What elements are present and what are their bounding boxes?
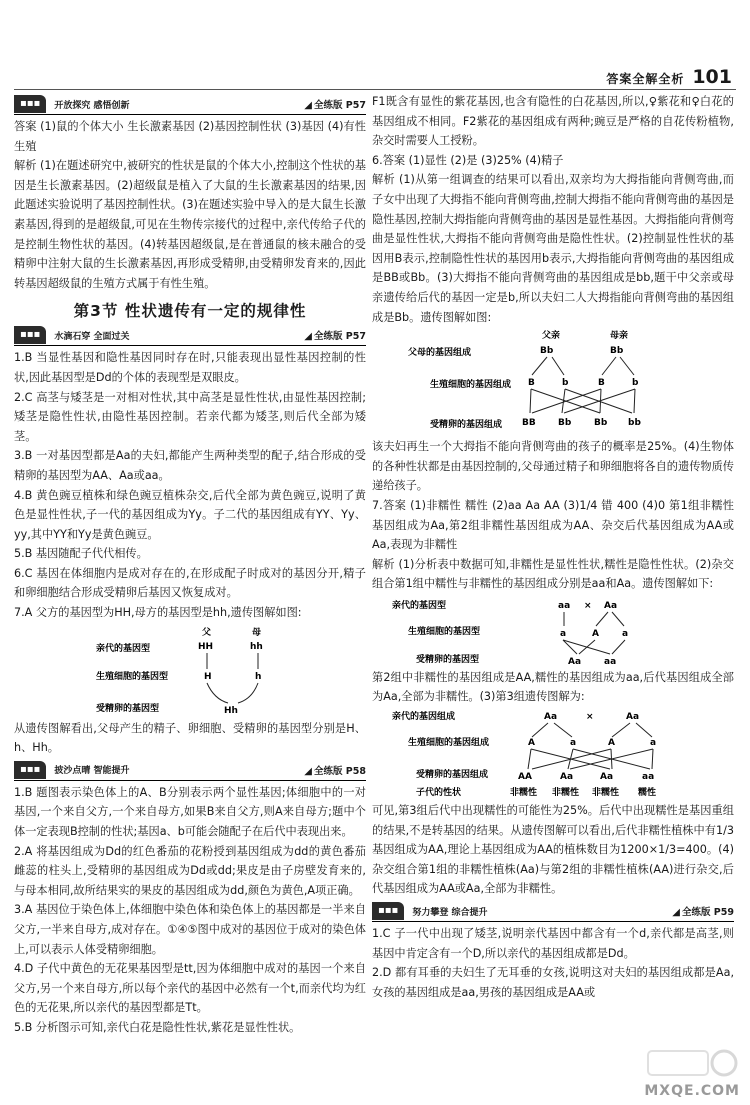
diagram-gamete: B (528, 378, 535, 389)
diagram-zygote: Bb (558, 418, 572, 429)
diagram-row-label: 子代的性状 (416, 788, 462, 799)
intro-analysis: 解析 (1)在题述研究中,被研究的性状是鼠的个体大小,控制这个性状的基因是生长激素基因。(2)超级鼠是植入了大鼠的生长激素基因的结果,因此题述实验说明了基因控制性状。(3)在题述实验中导入的是大鼠生长激素基因,得到的是超级鼠,可见在生物传宗接代的过程中,亲代传给子代的是控制生物性状的基因。(4)转基因超级鼠,是在普通鼠的核未融合的受精卵中注射大鼠的生长激素基因,再形成受精卵,由受精卵发育来的,因此转基因超级鼠的生殖方式属于有性生殖。 (14, 159, 366, 290)
page-number: 101 (692, 66, 732, 88)
diagram-zygote: aa (642, 772, 655, 783)
flag-icon: ◢ (304, 100, 312, 111)
diagram-zygote: aa (604, 656, 617, 666)
answer-item: 解析 (1)分析表中数据可知,非糯性是显性性状,糯性是隐性性状。(2)杂交组合第1组中糯性与非糯性的基因组成分别是aa和Aa。遗传图解如下: (372, 557, 734, 591)
section-bar-explore (14, 94, 366, 115)
section-bar-ability (14, 760, 366, 781)
diagram-gamete: H (204, 671, 212, 682)
diagram-zygote: BB (522, 418, 536, 429)
diagram-father: 父 (202, 627, 212, 638)
bar-ref: ◢ 全练版 P57 (304, 100, 366, 111)
diagram-parent-genotype: Aa (626, 712, 640, 723)
bar-subtitle: 努力攀登 综合提升 (412, 907, 488, 918)
diagram-zygote: AA (518, 772, 532, 783)
diagram-row-label: 受精卵的基因型 (96, 703, 160, 714)
diagram-father: 父亲 (542, 331, 561, 342)
diagram-parent-genotype: HH (198, 641, 214, 652)
bar-tag-icon: ▪▪▪ (14, 761, 46, 779)
diagram-gamete: b (562, 378, 569, 389)
flag-icon: ◢ (672, 907, 680, 919)
answer-item: 7.答案 (1)非糯性 糯性 (2)aa Aa AA (3)1/4 错 400 (4)0 第1组非糯性基因组成为Aa,第2组非糯性基因组成为AA、杂交后代基因组成为AA或Aa,表现为非糯性 (372, 498, 734, 552)
answer-item: 1.C 子一代中出现了矮茎,说明亲代基因中都含有一个d,亲代都是高茎,则基因中肯定含有一个D,所以亲代的基因组成都是Dd。 (372, 927, 734, 960)
bar-tag-icon: ▪▪▪ (14, 95, 46, 113)
answer-item: F1既含有显性的紫花基因,也含有隐性的白花基因,所以,♀紫花和♀白花的基因组成不相同。F2紫花的基因组成有两种;豌豆是严格的自花传粉植物,杂交时需要人工授粉。 (372, 95, 734, 148)
bar-subtitle: 开放探究 感悟创新 (54, 100, 130, 111)
answer-item: 该夫妇再生一个大拇指不能向背侧弯曲的孩子的概率是25%。(4)生物体的各种性状都是由基因控制的,父母通过精子和卵细胞将各自的遗传物质传递给孩子。 (372, 440, 734, 493)
answer-item: 3.B 一对基因型都是Aa的夫妇,都能产生两种类型的配子,结合形成的受精卵的基因型为AA、Aa或aa。 (14, 449, 366, 482)
answer-item: 5.B 基因随配子代代相传。 (14, 547, 148, 561)
genetic-diagram-q7-group1 (372, 596, 734, 666)
diagram-gamete: h (255, 671, 262, 682)
diagram-row-label: 受精卵的基因组成 (430, 420, 503, 431)
diagram-gamete: A (608, 738, 615, 749)
genetic-diagram-q7-group3 (372, 709, 734, 799)
bar-tag-icon: ▪▪▪ (14, 326, 46, 344)
answer-item: 6.答案 (1)显性 (2)是 (3)25% (4)精子 (372, 153, 564, 167)
watermark-text: MXQE.COM (644, 1083, 740, 1099)
answer-item: 2.C 高茎与矮茎是一对相对性状,其中高茎是显性性状,由显性基因控制;矮茎是隐性性状,由隐性基因控制。若亲代都为矮茎,则后代全部为矮茎。 (14, 390, 366, 443)
answer-item: 6.C 基因在体细胞内是成对存在的,在形成配子时成对的基因分开,精子和卵细胞结合形成受精卵后基因又恢复成对。 (14, 566, 366, 600)
diagram-zygote: Aa (560, 772, 574, 783)
header-divider (14, 89, 736, 90)
answer-item: 4.D 子代中黄色的无花果基因型是tt,因为体细胞中成对的基因一个来自父方,另一个来自母方,所以每个亲代的基因中必然有一个t,而亲代均为红色的无花果,所以亲代的基因型都是Tt。 (14, 962, 366, 1015)
diagram-parent-genotype: Aa (544, 712, 558, 723)
diagram-parent-genotype: Bb (540, 346, 554, 357)
diagram-mother: 母亲 (610, 331, 629, 342)
diagram-parent-genotype: Aa (604, 600, 618, 611)
answer-item: 1.B 题图表示染色体上的A、B分别表示两个显性基因;体细胞中的一对基因,一个来自父方,一个来自母方,如果B来自父方,则A来自母方;题中个体一定表现B控制的性状;基因a、b可能会随配子在后代中表现出来。 (14, 785, 366, 839)
answer-item: 从遗传图解看出,父母产生的精子、卵细胞、受精卵的基因型分别是H、h、Hh。 (14, 721, 366, 755)
bar-ref: ◢ 全练版 P59 (672, 907, 734, 919)
bar-subtitle: 披沙点晴 智能提升 (54, 766, 130, 777)
diagram-parent-genotype: Bb (610, 346, 624, 357)
answer-item: 第2组中非糯性的基因组成是AA,糯性的基因组成为aa,后代基因组成全部为Aa,全部为非糯性。(3)第3组遗传图解为: (372, 670, 734, 704)
diagram-zygote: Bb (594, 418, 608, 429)
genetic-diagram-q7 (14, 625, 366, 717)
diagram-parent-genotype: aa (558, 600, 571, 611)
diagram-cross: × (586, 712, 594, 723)
answer-item: 2.A 将基因组成为Dd的红色番茄的花粉授到基因组成为dd的黄色番茄雌蕊的柱头上,受精卵的基因组成为Dd或dd;果皮是由子房壁发育来的,与母本相同,故所结果实的果皮的基因组成为dd,颜色为黄色,A项正确。 (14, 844, 366, 897)
diagram-gamete: A (528, 738, 535, 749)
bar-subtitle: 水滴石穿 全面过关 (54, 331, 130, 342)
diagram-zygote: Hh (224, 705, 238, 716)
diagram-gamete: A (592, 628, 599, 639)
diagram-mother: 母 (252, 627, 262, 638)
answer-item: 1.B 当显性基因和隐性基因同时存在时,只能表现出显性基因控制的性状,因此基因型是Dd的个体的表现型是双眼皮。 (14, 351, 366, 384)
diagram-trait: 糯性 (638, 788, 657, 799)
diagram-gamete: a (622, 628, 629, 639)
diagram-row-label: 亲代的基因型 (96, 643, 151, 654)
answer-item: 7.A 父方的基因型为HH,母方的基因型是hh,遗传图解如图: (14, 606, 302, 620)
diagram-row-label: 父母的基因组成 (408, 348, 472, 359)
diagram-zygote: Aa (568, 656, 582, 666)
right-column (372, 92, 734, 1002)
diagram-gamete: a (560, 628, 567, 639)
diagram-parent-genotype: hh (250, 641, 263, 652)
diagram-row-label: 生殖细胞的基因型 (96, 671, 169, 682)
diagram-row-label: 亲代的基因组成 (392, 712, 456, 723)
header-title: 答案全解全析 (606, 72, 685, 86)
section-bar-basic (14, 325, 366, 346)
diagram-row-label: 生殖细胞的基因型 (408, 626, 481, 637)
answer-item: 解析 (1)从第一组调查的结果可以看出,双亲均为大拇指能向背侧弯曲,而子女中出现了大拇指不能向背侧弯曲,控制大拇指不能向背侧弯曲的基因是隐性基因,控制大拇指能向背侧弯曲的基因是显性基因。大拇指能向背侧弯曲是显性性状,大拇指不能向背侧弯曲是隐性性状。(2)控制显性性状的基因用B表示,控制隐性性状的基因用b表示,大拇指能向背侧弯曲的基因组成是BB或Bb。(3)大拇指不能向背侧弯曲的基因组成是bb,题干中父亲或母亲遗传给后代的基因一定是b,所以夫妇二人大拇指能向背侧弯曲的基因组成是Bb。遗传图解如图: (372, 173, 734, 324)
answer-item: 可见,第3组后代中出现糯性的可能性为25%。后代中出现糯性是基因重组的结果,不是转基因的结果。从遗传图解可以看出,后代非糯性植株中有1/3基因组成为AA,理论上基因组成为AA的植株数目为1200×1/3=400。(4)杂交组合第1组的非糯性植株(Aa)与第2组的非糯性植株(AA)进行杂交,后代基因组成为AA或Aa,全部为非糯性。 (372, 804, 734, 896)
flag-icon: ◢ (304, 331, 312, 343)
flag-icon: ◢ (304, 765, 312, 777)
diagram-zygote: bb (628, 418, 641, 429)
answer-item: 4.B 黄色豌豆植株和绿色豌豆植株杂交,后代全部为黄色豌豆,说明了黄色是显性性状,子一代的基因组成为Yy。子二代的基因组成有YY、Yy、yy,其中YY和Yy是黄色豌豆。 (14, 488, 366, 541)
diagram-row-label: 生殖细胞的基因组成 (408, 738, 490, 749)
section-bar-exam (372, 901, 734, 922)
intro-answer: 答案 (1)鼠的个体大小 生长激素基因 (2)基因控制性状 (3)基因 (4)有性生殖 (14, 120, 366, 153)
diagram-gamete: a (570, 738, 577, 749)
section-title: 第3节 性状遗传有一定的规律性 (73, 302, 307, 321)
answer-item: 3.A 基因位于染色体上,体细胞中染色体和染色体上的基因都是一半来自父方,一半来自母方,成对存在。①④⑤图中成对的基因位于成对的染色体上,可以表示人体受精卵细胞。 (14, 903, 366, 956)
answer-item: 2.D 都有耳垂的夫妇生了无耳垂的女孩,说明这对夫妇的基因组成都是Aa,女孩的基因组成是aa,男孩的基因组成是AA或 (372, 966, 734, 999)
diagram-row-label: 生殖细胞的基因组成 (430, 380, 512, 391)
diagram-zygote: Aa (600, 772, 614, 783)
answer-item: 5.B 分析图示可知,亲代白花是隐性性状,紫花是显性性状。 (14, 1020, 301, 1034)
page-header (606, 66, 732, 88)
diagram-row-label: 亲代的基因型 (392, 600, 447, 611)
diagram-row-label: 受精卵的基因组成 (416, 770, 489, 781)
diagram-gamete: b (632, 378, 639, 389)
bar-ref: ◢ 全练版 P57 (304, 331, 366, 343)
diagram-gamete: B (598, 378, 605, 389)
diagram-trait: 非糯性 (510, 788, 538, 799)
left-column (14, 92, 366, 1038)
bar-tag-icon: ▪▪▪ (372, 902, 404, 920)
diagram-row-label: 受精卵的基因型 (416, 654, 480, 665)
diagram-trait: 非糯性 (552, 788, 580, 799)
diagram-gamete: a (650, 738, 657, 749)
diagram-cross: × (584, 600, 592, 611)
bar-ref: ◢ 全练版 P58 (304, 765, 366, 777)
genetic-diagram-q6 (372, 329, 734, 435)
diagram-trait: 非糯性 (592, 788, 620, 799)
